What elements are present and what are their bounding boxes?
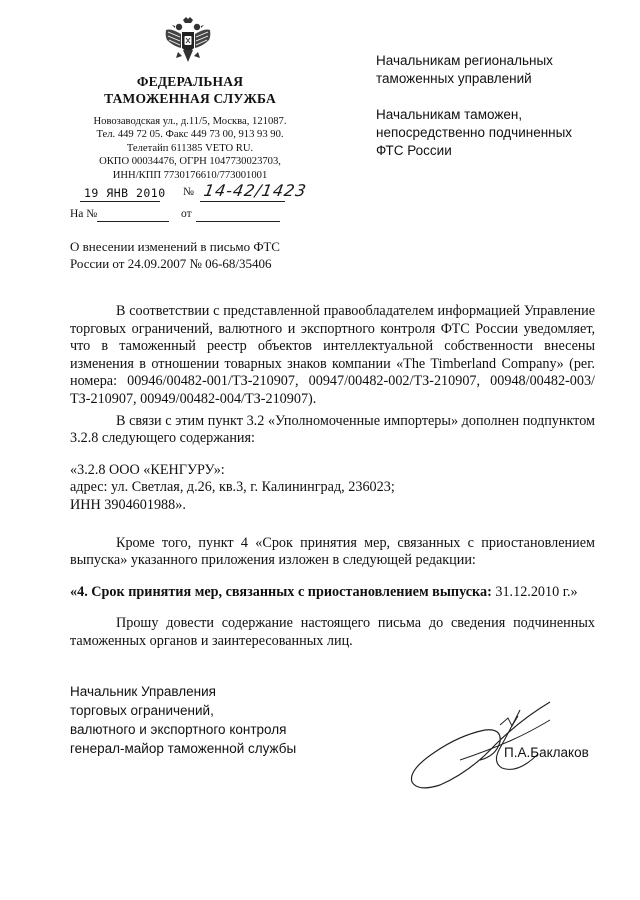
org-address-block bbox=[70, 115, 310, 182]
registration-number-underline bbox=[200, 201, 285, 202]
signer-title-line: Начальник Управления bbox=[70, 684, 216, 699]
phone-line: Тел. 449 72 05. Факс 449 73 00, 913 93 90. bbox=[96, 129, 284, 141]
term-clause-date: 31.12.2010 г.» bbox=[491, 583, 578, 600]
signer-title-line: генерал-майор таможенной службы bbox=[70, 741, 297, 756]
registration-date-stamp: 19 ЯНВ 2010 bbox=[84, 186, 166, 200]
reference-number-label: На № bbox=[70, 208, 98, 220]
registration-date-underline bbox=[80, 201, 160, 202]
registration-number-label: № bbox=[183, 186, 194, 198]
org-name-line2: ТАМОЖЕННАЯ СЛУЖБА bbox=[104, 91, 276, 106]
body-paragraph-1: В соответствии с представленной правообладателем информацией Управление торговых ограничений, валютного и экспортного контроля ФТС России уведомляет, что в таможенный реестр объектов интеллектуальной собственности внесены изменения в отношении товарных знаков компании «The Timberland Company» (рег. номера: 00946/00482-001/ТЗ-210907, 00947/00482-002/ТЗ-210907, 00948/00482-003/ТЗ-210907, 00949/00482-004/ТЗ-210907). bbox=[70, 303, 595, 407]
teletype-line: Телетайп 611385 VETO RU. bbox=[126, 142, 254, 154]
importer-address: адрес: ул. Светлая, д.26, кв.3, г. Калининград, 236023; bbox=[70, 479, 395, 496]
term-clause-bold: «4. Срок принятия мер, связанных с приостановлением выпуска: bbox=[70, 583, 492, 600]
importer-name: «3.2.8 ООО «КЕНГУРУ»: bbox=[70, 461, 225, 478]
recipients-block bbox=[376, 52, 616, 178]
recipient-customs-heads bbox=[376, 106, 616, 160]
recipient-line: Начальникам таможен, bbox=[376, 107, 523, 122]
double-headed-eagle-emblem-icon bbox=[163, 16, 213, 68]
recipient-line: Начальникам региональных bbox=[376, 53, 553, 68]
recipient-line: непосредственно подчиненных bbox=[376, 125, 573, 140]
reference-number-blank bbox=[97, 221, 169, 222]
subject-line: О внесении изменений в письмо ФТС bbox=[70, 239, 280, 254]
registration-number-handwritten: 14-42/1423 bbox=[202, 181, 309, 200]
importer-inn: ИНН 3904601988». bbox=[70, 496, 186, 513]
inn-kpp-line: ИНН/КПП 7730176610/773001001 bbox=[112, 169, 268, 181]
signer-name: П.А.Баклаков bbox=[504, 745, 589, 760]
org-name-line1: ФЕДЕРАЛЬНАЯ bbox=[136, 74, 244, 89]
reference-date-label: от bbox=[181, 208, 192, 220]
okpo-ogrn-line: ОКПО 00034476, ОГРН 1047730023703, bbox=[99, 156, 281, 168]
letter-subject bbox=[70, 238, 310, 272]
subject-line: России от 24.09.2007 № 06-68/35406 bbox=[70, 256, 272, 271]
letter-body bbox=[70, 303, 595, 651]
body-paragraph-3: Кроме того, пункт 4 «Срок принятия мер, связанных с приостановлением выпуска» указанного приложения изложен в следующей редакции: bbox=[70, 534, 595, 569]
signer-title-line: валютного и экспортного контроля bbox=[70, 722, 287, 737]
recipient-line: ФТС России bbox=[376, 143, 452, 158]
body-paragraph-2: В связи с этим пункт 3.2 «Уполномоченные импортеры» дополнен подпунктом 3.2.8 следующего содержания: bbox=[70, 412, 595, 447]
signer-title-line: торговых ограничений, bbox=[70, 703, 214, 718]
reference-date-blank bbox=[196, 221, 280, 222]
body-paragraph-4 bbox=[70, 584, 595, 602]
signer-title-block bbox=[70, 682, 296, 758]
recipient-line: таможенных управлений bbox=[376, 71, 532, 86]
body-paragraph-5: Прошу довести содержание настоящего письма до сведения подчиненных таможенных органов и заинтересованных лиц. bbox=[70, 615, 595, 649]
recipient-regional-offices bbox=[376, 52, 616, 88]
address-line: Новозаводская ул., д.11/5, Москва, 121087. bbox=[93, 116, 287, 127]
